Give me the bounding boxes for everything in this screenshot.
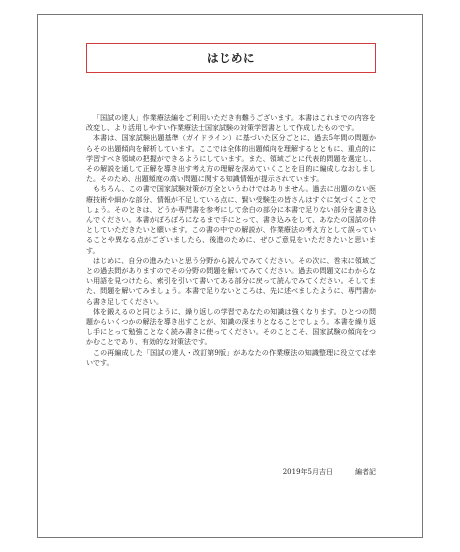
title-box — [86, 43, 376, 73]
paragraph-1: 「国試の達人」作業療法編をご利用いただき有難うございます。本書はこれまでの内容を改変し、より活用しやすい作業療法士国家試験の対策学習書として作成したものです。 — [86, 114, 376, 133]
paragraph-4: はじめに、自分の進みたいと思う分野から読んでみてください。その次に、巻末に領域ごとの過去問がありますのでその分野の問題を解いてみてください。過去の問題文にわからない用語を見つけたら、索引を引いて書いてある部分に戻って読んでみてください。そしてまた、問題を解いてみましょう。本書で足りないところは、先に述べましたように、専門書から書き足してください。 — [86, 256, 376, 306]
signature-date: 2019年5月吉日 — [282, 468, 333, 476]
signature-author: 編者記 — [355, 468, 376, 476]
page-title: はじめに — [207, 51, 255, 65]
paragraph-3: もちろん、この書で国家試験対策が万全というわけではありません。過去に出題のない医療技術や細かな部分、情報が不足している点に、賢い受験生の皆さんはすぐに気づくことでしょう。そのときは、どうか専門書を参考にして余白の部分に本書で足りない部分を書き込んでください。本書がぼろぼろになるまで手にとって、書き込みをして、あなたの国試の伴としていただきたいと願います。この書の中での解説が、作業療法の考え方として誤っていることや異なる点がございましたら、後進のために、ぜひご意見をいただきたいと思います。 — [86, 185, 376, 255]
document-page — [37, 14, 423, 538]
signature-line — [86, 467, 376, 477]
paragraph-5: 体を鍛えるのと同じように、繰り返しの学習であなたの知識は強くなります。ひとつの問題からいくつかの解法を導き出すことが、知識の深まりとなることでしょう。本書を繰り返し手にとって勉強ことなく読み書きに使ってください。そのことこそ、国家試験の傾向をつかむことであり、有効的な対策法です。 — [86, 307, 376, 347]
paragraph-2: 本書は、国家試験出題基準（ガイドライン）に基づいた区分ごとに、過去5年間の問題からその出題傾向を解析しています。ここでは全体的出題傾向を理解するとともに、重点的に学習すべき領域の把握ができるようにしています。また、領域ごとに代表的問題を選定し、その解説を通して正解を導き出す考え方の理解を深めていくことを目的に編成しなおしました。そのため、出題頻度の高い問題に関する知識情報が提示されています。 — [86, 134, 376, 184]
paragraph-6: この再編成した「国試の達人・改訂第9版」があなたの作業療法の知識整理に役立てば幸いです。 — [86, 348, 376, 367]
preface-body — [86, 113, 376, 368]
